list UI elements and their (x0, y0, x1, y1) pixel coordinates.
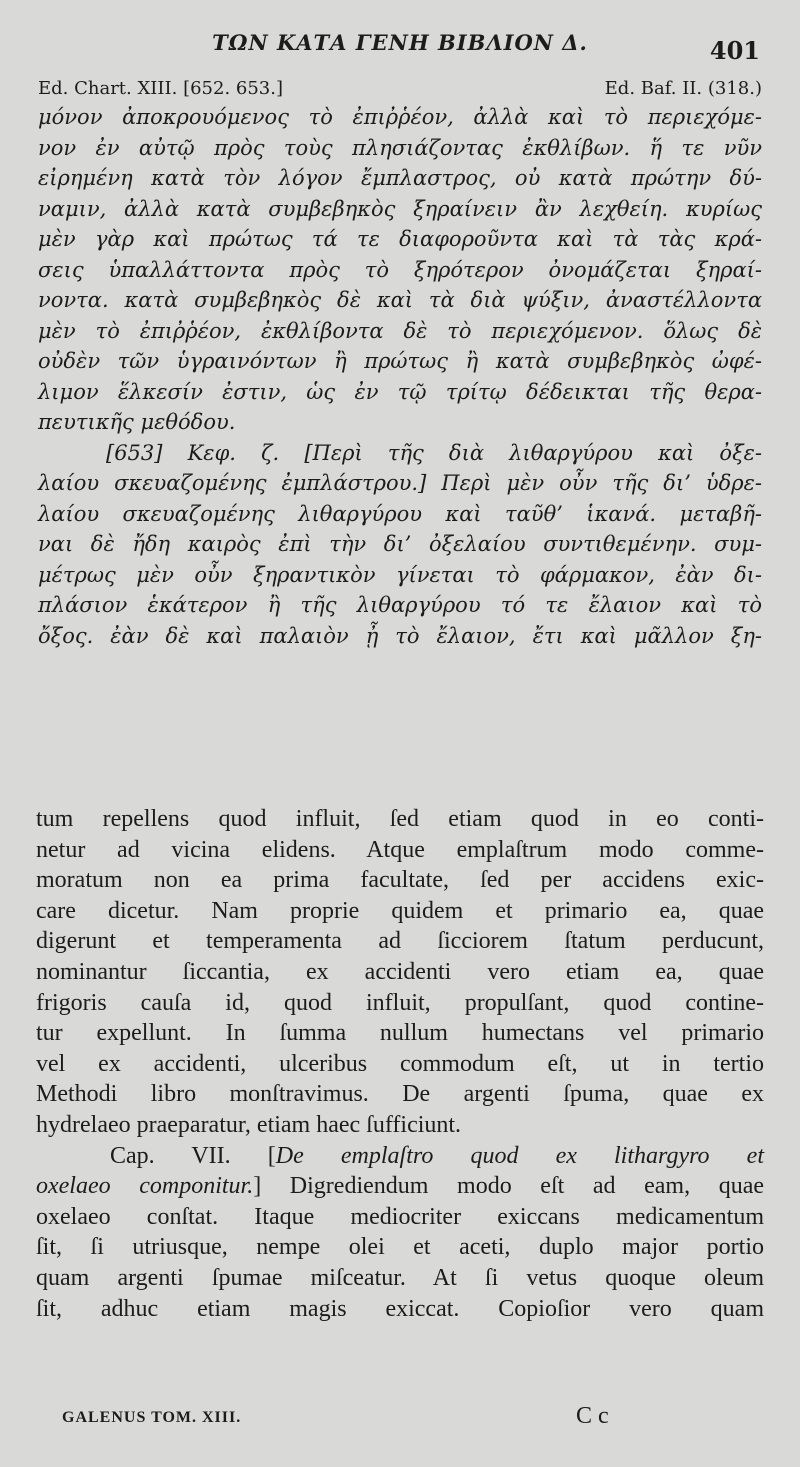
latin-line: oxelaeo conſtat. Itaque mediocriter exiccans medicamentum (36, 1203, 764, 1230)
latin-line: nominantur ſiccantia, ex accidenti vero etiam ea, quae (36, 958, 764, 985)
latin-line: hydrelaeo praeparatur, etiam haec ſufficiunt. (36, 1111, 462, 1138)
greek-line: μόνον ἀποκρουόμενος τὸ ἐπιῤῥέον, ἀλλὰ καὶ τὸ περιεχόμε- (38, 105, 762, 129)
greek-line: οὐδὲν τῶν ὑγραινόντων ἢ πρώτως ἢ κατὰ συμβεβηκὸς ὠφέ- (38, 349, 762, 373)
greek-line: μέτρως μὲν οὖν ξηραντικὸν γίνεται τὸ φάρμακον, ἐὰν δι- (38, 562, 762, 587)
latin-line: tum repellens quod influit, ſed etiam quod in eo conti- (36, 806, 764, 832)
greek-line: ναι δὲ ἤδη καιρὸς ἐπὶ τὴν δι’ ὀξελαίου συντιθεμένην. συμ- (38, 532, 762, 556)
edition-reference-left: Ed. Chart. XIII. [652. 653.] (38, 78, 283, 99)
greek-line: λιμον ἕλκεσίν ἐστιν, ὡς ἐν τῷ τρίτῳ δέδεικται τῆς θερα- (38, 379, 762, 404)
running-header: ΤΩΝ ΚΑΤΑ ΓΕΝΗ ΒΙΒΛΙΟΝ Δ. (212, 30, 588, 55)
page-number: 401 (709, 36, 760, 65)
latin-line: quam argenti ſpumae miſceatur. At ſi vetus quoque oleum (36, 1264, 764, 1291)
chapter-title-cont: oxelaeo componitur. (36, 1173, 254, 1200)
greek-line: νοντα. κατὰ συμβεβηκὸς δὲ καὶ τὰ διὰ ψύξιν, ἀναστέλλοντα (38, 288, 762, 312)
latin-line: frigoris cauſa id, quod influit, propulſant, quod contine- (36, 989, 764, 1016)
latin-chapter-heading-cont (36, 1171, 764, 1202)
greek-line: πευτικῆς μεθόδου. (38, 410, 236, 434)
greek-chapter-heading: [653] Κεφ. ζ. [Περὶ τῆς διὰ λιθαργύρου καὶ ὀξε- (106, 440, 762, 465)
greek-line: ναμιν, ἀλλὰ κατὰ συμβεβηκὸς ξηραίνειν ἂν λεχθείη. κυρίως (38, 196, 762, 221)
latin-chapter-heading (36, 1141, 764, 1172)
greek-text-block (38, 102, 762, 651)
latin-line: Methodi libro monſtravimus. De argenti ſpuma, quae ex (36, 1081, 764, 1108)
gathering-mark: C c (576, 1403, 609, 1429)
latin-text-block (36, 804, 764, 1324)
signature-footer: GALENUS TOM. XIII. (62, 1409, 242, 1426)
greek-line: μὲν τὸ ἐπιῤῥέον, ἐκθλίβοντα δὲ τὸ περιεχόμενον. ὅλως δὲ (38, 318, 762, 343)
latin-line: tur expellunt. In ſumma nullum humectans vel primario (36, 1020, 764, 1047)
greek-line: εἰρημένη κατὰ τὸν λόγον ἔμπλαστρος, οὐ κατὰ πρώτην δύ- (38, 166, 762, 190)
greek-line: λαίου σκευαζομένης λιθαργύρου καὶ ταῦθ’ ἱκανά. μεταβῆ- (38, 501, 762, 526)
latin-line: vel ex accidenti, ulceribus commodum eſt, ut in tertio (36, 1050, 764, 1077)
latin-line: digerunt et temperamenta ad ſicciorem ſtatum perducunt, (36, 928, 764, 955)
greek-line: λαίου σκευαζομένης ἐμπλάστρου.] Περὶ μὲν οὖν τῆς δι’ ὑδρε- (38, 471, 762, 495)
greek-line: ὄξος. ἐὰν δὲ καὶ παλαιὸν ᾖ τὸ ἔλαιον, ἔτι καὶ μᾶλλον ξη- (38, 623, 762, 648)
greek-line: νον ἐν αὐτῷ πρὸς τοὺς πλησιάζοντας ἐκθλίβων. ἥ τε νῦν (38, 135, 762, 160)
chapter-title: De emplaſtro quod ex lithargyro et (275, 1142, 764, 1169)
greek-line: μὲν γὰρ καὶ πρώτως τά τε διαφοροῦντα καὶ τὰ τὰς κρά- (38, 227, 762, 251)
latin-line: care dicetur. Nam proprie quidem et primario ea, quae (36, 897, 764, 924)
latin-line: moratum non ea prima facultate, ſed per accidens exic- (36, 867, 764, 894)
latin-line: netur ad vicina elidens. Atque emplaſtrum modo comme- (36, 836, 764, 863)
edition-reference-right: Ed. Baf. II. (318.) (604, 78, 762, 99)
chapter-label: Cap. VII. [ (110, 1142, 276, 1169)
chapter-text: ] Digrediendum modo eſt ad eam, quae (253, 1173, 764, 1200)
greek-line: πλάσιον ἑκάτερον ἢ τῆς λιθαργύρου τό τε ἔλαιον καὶ τὸ (38, 593, 762, 617)
latin-line: ſit, adhuc etiam magis exiccat. Copioſior vero quam (36, 1295, 764, 1322)
greek-line: σεις ὑπαλλάττοντα πρὸς τὸ ξηρότερον ὀνομάζεται ξηραί- (38, 257, 762, 282)
latin-line: ſit, ſi utriusque, nempe olei et aceti, duplo major portio (36, 1234, 764, 1261)
